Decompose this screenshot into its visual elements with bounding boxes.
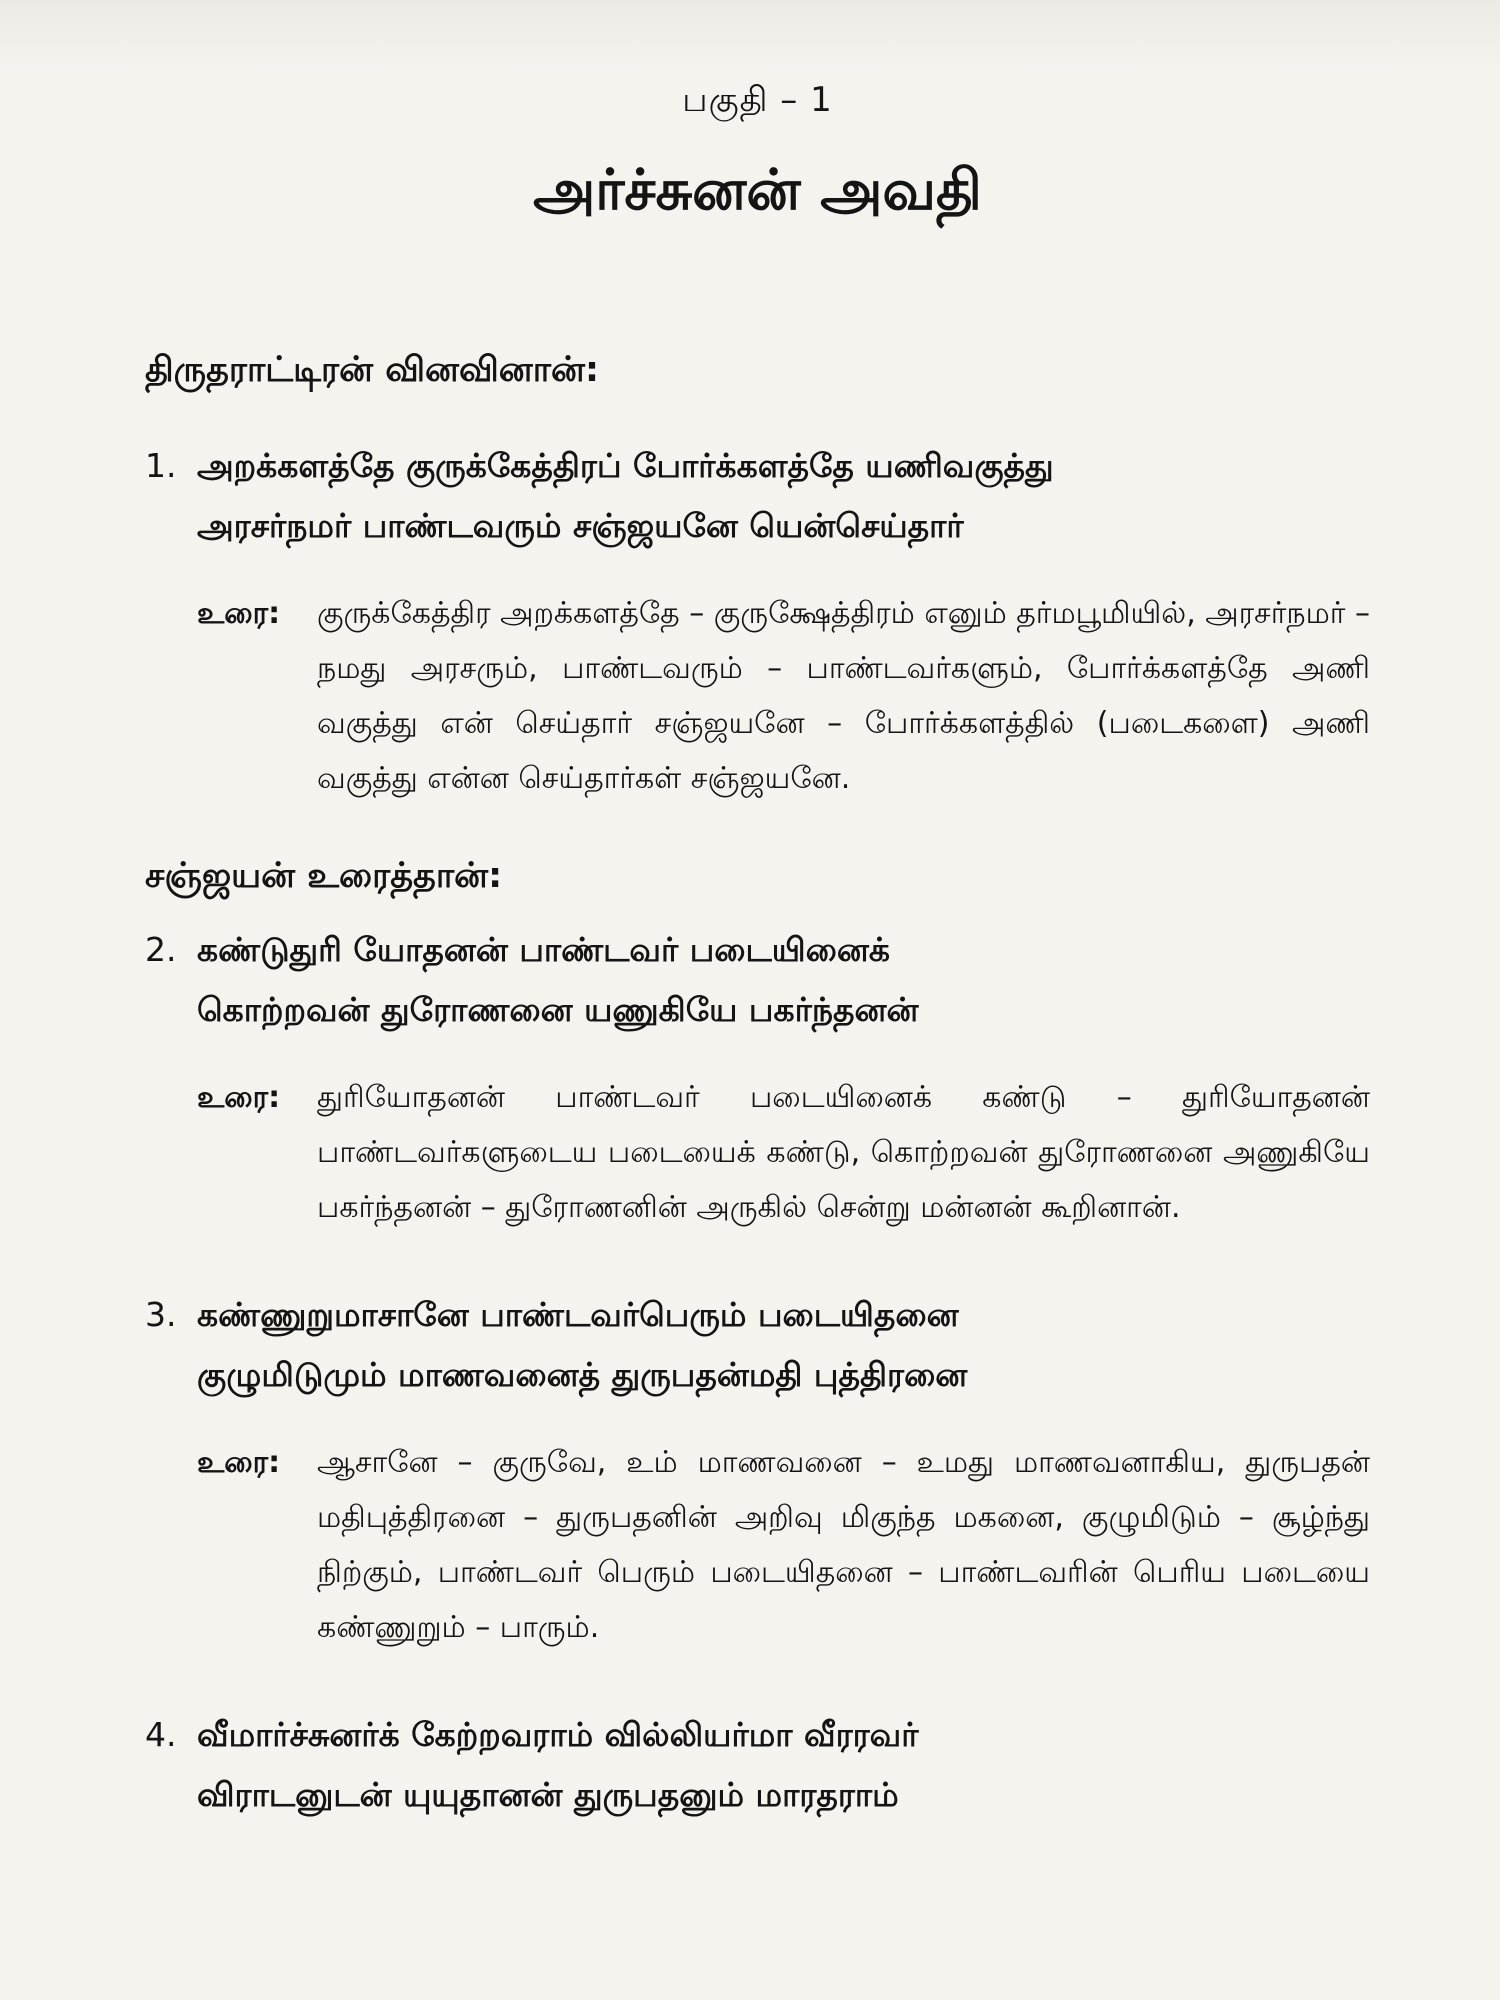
commentary — [197, 1435, 1370, 1655]
part-label: பகுதி – 1 — [682, 80, 833, 120]
commentary-text: துரியோதனன் பாண்டவர் படையினைக் கண்டு – துரியோதனன் பாண்டவர்களுடைய படையைக் கண்டு, கொற்றவன் துரோணனை அணுகியே பகர்ந்தனன் – துரோணனின் அருகில் சென்று மன்னன் கூறினான். — [317, 1080, 1370, 1225]
verse-line: அரசர்நமர் பாண்டவரும் சஞ்ஜயனே யென்செய்தார் — [197, 506, 964, 545]
verse — [145, 920, 1370, 1040]
verse-line: கண்ணுறுமாசானே பாண்டவர்பெரும் படையிதனை — [197, 1295, 959, 1334]
verse-line: அறக்களத்தே குருக்கேத்திரப் போர்க்களத்தே யணிவகுத்து — [197, 446, 1054, 485]
verse-number: 1. — [145, 446, 177, 485]
verse — [145, 436, 1370, 556]
verse — [145, 1705, 1370, 1825]
speaker-heading: சஞ்ஜயன் உரைத்தான்: — [145, 856, 503, 896]
commentary — [197, 586, 1370, 806]
verse-line: கொற்றவன் துரோணனை யணுகியே பகர்ந்தனன் — [197, 990, 919, 1029]
verse-line: குழுமிடுமும் மாணவனைத் துருபதன்மதி புத்திரனை — [197, 1355, 968, 1394]
verse-line: கண்டுதுரி யோதனன் பாண்டவர் படையினைக் — [197, 930, 890, 969]
verse-line: விராடனுடன் யுயுதானன் துருபதனும் மாரதராம் — [197, 1775, 899, 1814]
commentary-label: உரை: — [197, 596, 281, 631]
verse-number: 4. — [145, 1715, 177, 1754]
commentary-label: உரை: — [197, 1080, 281, 1115]
commentary-text: ஆசானே – குருவே, உம் மாணவனை – உமது மாணவனாகிய, துருபதன் மதிபுத்திரனை – துருபதனின் அறிவு மிகுந்த மகனை, குழுமிடும் – சூழ்ந்து நிற்கும், பாண்டவர் பெரும் படையிதனை – பாண்டவரின் பெரிய படையை கண்ணுறும் – பாரும். — [317, 1445, 1370, 1645]
verse-text — [197, 1705, 919, 1825]
verse-line: வீமார்ச்சுனர்க் கேற்றவராம் வில்லியர்மா வீரரவர் — [197, 1715, 919, 1754]
verse-text — [197, 1285, 967, 1405]
verse-number: 3. — [145, 1295, 177, 1334]
speaker-heading: திருதராட்டிரன் வினவினான்: — [145, 350, 599, 390]
verse-number: 2. — [145, 930, 177, 969]
verse-text — [197, 920, 919, 1040]
commentary-text: குருக்கேத்திர அறக்களத்தே – குருக்ஷேத்திரம் எனும் தர்மபூமியில், அரசர்நமர் – நமது அரசரும், பாண்டவரும் – பாண்டவர்களும், போர்க்களத்தே அணி வகுத்து என் செய்தார் சஞ்ஜயனே – போர்க்களத்தில் (படைகளை) அணி வகுத்து என்ன செய்தார்கள் சஞ்ஜயனே. — [317, 596, 1370, 796]
commentary-label: உரை: — [197, 1445, 281, 1480]
verse — [145, 1285, 1370, 1405]
verse-text — [197, 436, 1054, 556]
chapter-title: அர்ச்சுனன் அவதி — [533, 158, 982, 223]
commentary — [197, 1070, 1370, 1235]
